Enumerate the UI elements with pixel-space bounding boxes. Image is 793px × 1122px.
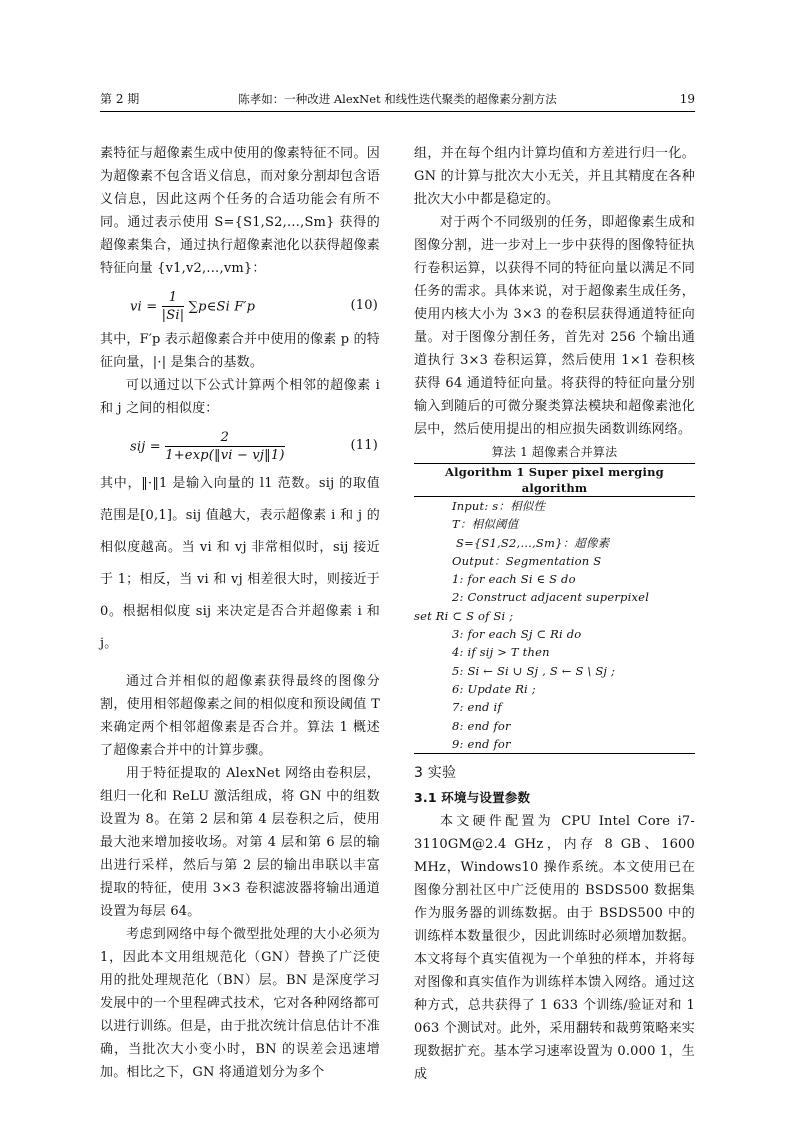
algorithm-line: 8: end for — [452, 718, 511, 733]
paragraph: 通过合并相似的超像素获得最终的图像分割，使用相邻超像素之间的相似度和预设阈值 T 来确定两个相邻超像素是否合并。算法 1 概述了超像素合并中的计算步骤。 — [100, 674, 380, 758]
header-rule — [100, 111, 695, 112]
eq11-fraction — [165, 430, 284, 464]
paragraph: 对于两个不同级别的任务，即超像素生成和图像分割，进一步对上一步中获得的图像特征执行卷积运算，以获得不同的特征向量以满足不同任务的需求。具体来说，对于超像素生成任务，使用内核大小为 3×3 的卷积层获得通道特征向量。对于图像分割任务，首先对 256 个输出通道执行 3×3 卷积运算，然后使用 1×1 卷积核获得 64 通道特征向量。将获得的特征向量分别输入到随后的可微分聚类算法模块和超像素池化层中，然后使用提出的相应损失函数训练网络。 — [414, 215, 695, 437]
algorithm-line: S={S1,S2,…,Sm}：超像素 — [456, 535, 610, 550]
paragraph: 可以通过以下公式计算两个相邻的超像素 i 和 j 之间的相似度： — [100, 378, 380, 416]
algorithm-caption: 算法 1 超像素合并算法 — [491, 445, 618, 459]
algorithm-line: 9: end for — [452, 736, 511, 751]
algorithm-line: 2: Construct adjacent superpixel — [452, 590, 650, 605]
eq10-numerator: 1 — [162, 290, 185, 307]
eq11-number: (11) — [350, 438, 378, 453]
eq10-rhs: ∑p∈Si F′p — [188, 299, 256, 315]
algorithm-line: set Ri ⊂ S of Si ; — [414, 608, 514, 623]
eq10-number: (10) — [350, 298, 378, 313]
paragraph: 其中，F′p 表示超像素合并中使用的像素 p 的特征向量，|·| 是集合的基数。 — [100, 332, 381, 370]
paragraph: 素特征与超像素生成中使用的像素特征不同。因为超像素不包含语义信息，而对象分割却包含语义信息，因此这两个任务的合适功能会有所不同。通过表示使用 S={S1,S2,…,Sm} 获得的超像素集合，通过执行超像素池化以获得超像素特征向量 {v1,v2,…,vm}： — [100, 146, 380, 276]
eq10-lhs: vi = — [130, 299, 158, 315]
right-column — [414, 142, 695, 1086]
algorithm-line: Input: s：相似性 — [452, 499, 546, 513]
eq11-lhs: sij = — [130, 439, 161, 455]
eq10-fraction — [162, 290, 185, 324]
left-column — [100, 142, 380, 1084]
algorithm-line: 7: end if — [452, 700, 502, 715]
running-header — [100, 90, 695, 108]
algorithm-line: T：相似阈值 — [452, 517, 519, 532]
algorithm-box — [414, 463, 695, 754]
algorithm-line: Output：Segmentation S — [452, 553, 602, 568]
section-heading: 3 实验 — [414, 765, 457, 782]
paragraph: 本文硬件配置为 CPU Intel Core i7-3110GM@2.4 GHz，内存 8 GB、1600 MHz，Windows10 操作系统。本文使用已在图像分割社区中广泛使用的 BSDS500 数据集作为服务器的训练数据。由于 BSDS500 中的训练样本数量很少，因此训练时必须增加数据。本文将每个真实值视为一个单独的样本，并将每对图像和真实值作为训练样本馈入网络。通过这种方式，总共获得了 1 633 个训练/验证对和 1 063 个测试对。此外，采用翻转和裁剪策略来实现数据扩充。基本学习速率设置为 0.000 1，生成 — [414, 814, 695, 1083]
running-title: 陈孝如：一种改进 AlexNet 和线性迭代聚类的超像素分割方法 — [238, 92, 557, 106]
page-number: 19 — [679, 92, 695, 106]
equation-10 — [100, 282, 380, 326]
eq11-denominator: 1+exp(‖vi − vj‖1) — [165, 448, 285, 463]
algorithm-line: 1: for each Si ∈ S do — [452, 572, 576, 587]
algorithm-line: 6: Update Ri ; — [452, 681, 536, 696]
equation-11 — [100, 422, 380, 466]
paragraph: 用于特征提取的 AlexNet 网络由卷积层，组归一化和 ReLU 激活组成，将 GN 中的组数设置为 8。在第 2 层和第 4 层卷积之后，使用最大池来增加接收场。对第 4 层和第 6 层的输出进行采样，然后与第 2 层的输出串联以丰富提取的特征，使用 3×3 卷积滤波器将输出通道设置为每层 64。 — [100, 766, 380, 919]
eq11-numerator: 2 — [165, 430, 284, 447]
paragraph: 组，并在每个组内计算均值和方差进行归一化。GN 的计算与批次大小无关，并且其精度在各种批次大小中都是稳定的。 — [414, 146, 695, 207]
eq10-denominator: |Si| — [161, 308, 185, 323]
algorithm-line: 3: for each Sj ⊂ Ri do — [452, 627, 582, 642]
algorithm-line: 4: if sij > T then — [452, 645, 550, 660]
algorithm-header: Algorithm 1 Super pixel merging algorithm — [414, 464, 695, 497]
paragraph: 考虑到网络中每个微型批处理的大小必须为 1，因此本文用组规范化（GN）替换了广泛使用的批处理规范化（BN）层。BN 是深度学习发展中的一个里程碑式技术，它对各种网络都可以进行训练。但是，由于批次统计信息估计不准确，当批次大小变小时，BN 的误差会迅速增加。相比之下，GN 将通道划分为多个 — [100, 927, 380, 1080]
subsection-heading: 3.1 环境与设置参数 — [414, 790, 531, 806]
algorithm-line: 5: Si ← Si ∪ Sj , S ← S \ Sj ; — [452, 663, 616, 678]
paragraph: 其中，‖·‖1 是输入向量的 l1 范数。sij 的取值范围是[0,1]。sij 值越大，表示超像素 i 和 j 的相似度越高。当 vi 和 vj 非常相似时，sij 接近于 1；相反，当 vi 和 vj 相差很大时，则接近于 0。根据相似度 sij 来决定是否合并超像素 i 和 j。 — [100, 476, 380, 651]
issue-number: 第 2 期 — [100, 92, 140, 106]
